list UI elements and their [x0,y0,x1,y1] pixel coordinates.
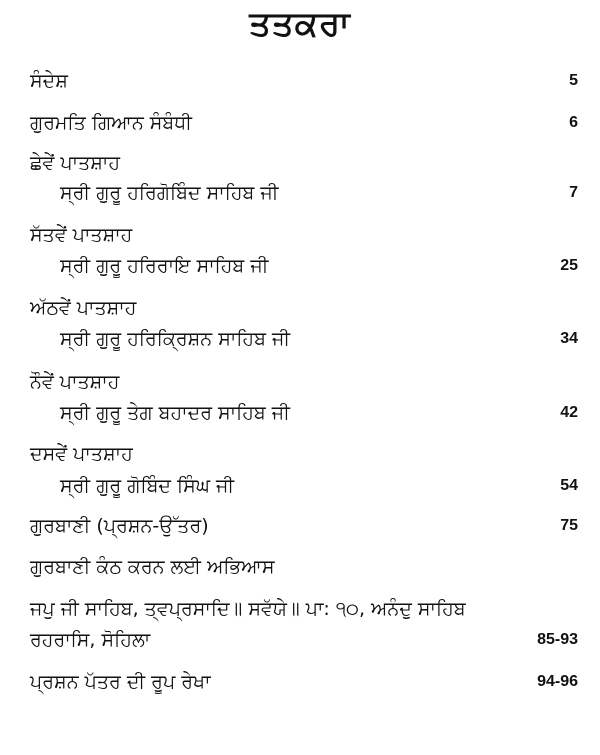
toc-page-number: 6 [569,114,578,131]
toc-entry-label: ਗੁਰਬਾਣੀ (ਪ੍ਰਸ਼ਨ-ਉੱਤਰ) [30,515,209,537]
toc-entry-label-continued: ਰਹਰਾਸਿ, ਸੋਹਿਲਾ [30,629,151,651]
toc-heading [0,367,600,397]
toc-subentry-label: ਸ੍ਰੀ ਗੁਰੂ ਤੇਗ ਬਹਾਦਰ ਸਾਹਿਬ ਜੀ [60,402,290,424]
toc-page-number: 5 [569,72,578,89]
toc-entry-label: ਜਪੁ ਜੀ ਸਾਹਿਬ, ਤ੍ਵਪ੍ਰਸਾਦਿ॥ ਸਵੱਯੇ॥ ਪਾ: ੧੦, ਅਨੰਦੁ ਸਾਹਿਬ [30,598,466,620]
toc-page-number: 7 [569,184,578,201]
toc-page-number: 42 [560,404,578,421]
toc-entry-label: ਗੁਰਬਾਣੀ ਕੰਠ ਕਰਨ ਲਈ ਅਭਿਆਸ [30,556,275,578]
toc-heading [0,293,600,323]
toc-entry [0,594,600,624]
toc-entry [0,66,600,96]
toc-heading [0,552,600,582]
toc-entry [0,667,600,697]
page-title: ਤਤਕਰਾ [249,4,351,44]
toc-entry-label: ਪ੍ਰਸ਼ਨ ਪੱਤਰ ਦੀ ਰੂਪ ਰੇਖਾ [30,671,211,693]
toc-entry [0,625,600,655]
toc-entry [0,108,600,138]
toc-page-number: 75 [560,517,578,534]
toc-page-number: 25 [560,257,578,274]
toc-entry [0,471,600,501]
toc-entry-label: ਨੌਵੇਂ ਪਾਤਸ਼ਾਹ [30,371,120,393]
toc-entry-label: ਗੁਰਮਤਿ ਗਿਆਨ ਸੰਬੰਧੀ [30,112,192,134]
toc-heading [0,439,600,469]
toc-subentry-label: ਸ੍ਰੀ ਗੁਰੂ ਹਰਿਗੋਬਿੰਦ ਸਾਹਿਬ ਜੀ [60,182,279,204]
toc-page-number: 94-96 [537,673,578,690]
toc-subentry-label: ਸ੍ਰੀ ਗੁਰੂ ਹਰਿਕ੍ਰਿਸ਼ਨ ਸਾਹਿਬ ਜੀ [60,328,291,350]
toc-subentry-label: ਸ੍ਰੀ ਗੁਰੂ ਗੋਬਿੰਦ ਸਿੰਘ ਜੀ [60,475,235,497]
toc-entry-label: ਅੱਠਵੇਂ ਪਾਤਸ਼ਾਹ [30,297,137,319]
toc-entry-label: ਸੰਦੇਸ਼ [30,70,68,92]
toc-entry [0,511,600,541]
toc-page-number: 85-93 [537,631,578,648]
toc-page-number: 34 [560,330,578,347]
toc-heading [0,220,600,250]
toc-entry [0,251,600,281]
toc-page-number: 54 [560,477,578,494]
toc-entry-label: ਛੇਵੇਂ ਪਾਤਸ਼ਾਹ [30,152,121,174]
toc-entry-label: ਦਸਵੇਂ ਪਾਤਸ਼ਾਹ [30,443,133,465]
toc-subentry-label: ਸ੍ਰੀ ਗੁਰੂ ਹਰਿਰਾਇ ਸਾਹਿਬ ਜੀ [60,255,269,277]
toc-entry-label: ਸੱਤਵੇਂ ਪਾਤਸ਼ਾਹ [30,224,133,246]
toc-heading [0,148,600,178]
toc-entry [0,398,600,428]
toc-entry [0,178,600,208]
toc-entry [0,324,600,354]
